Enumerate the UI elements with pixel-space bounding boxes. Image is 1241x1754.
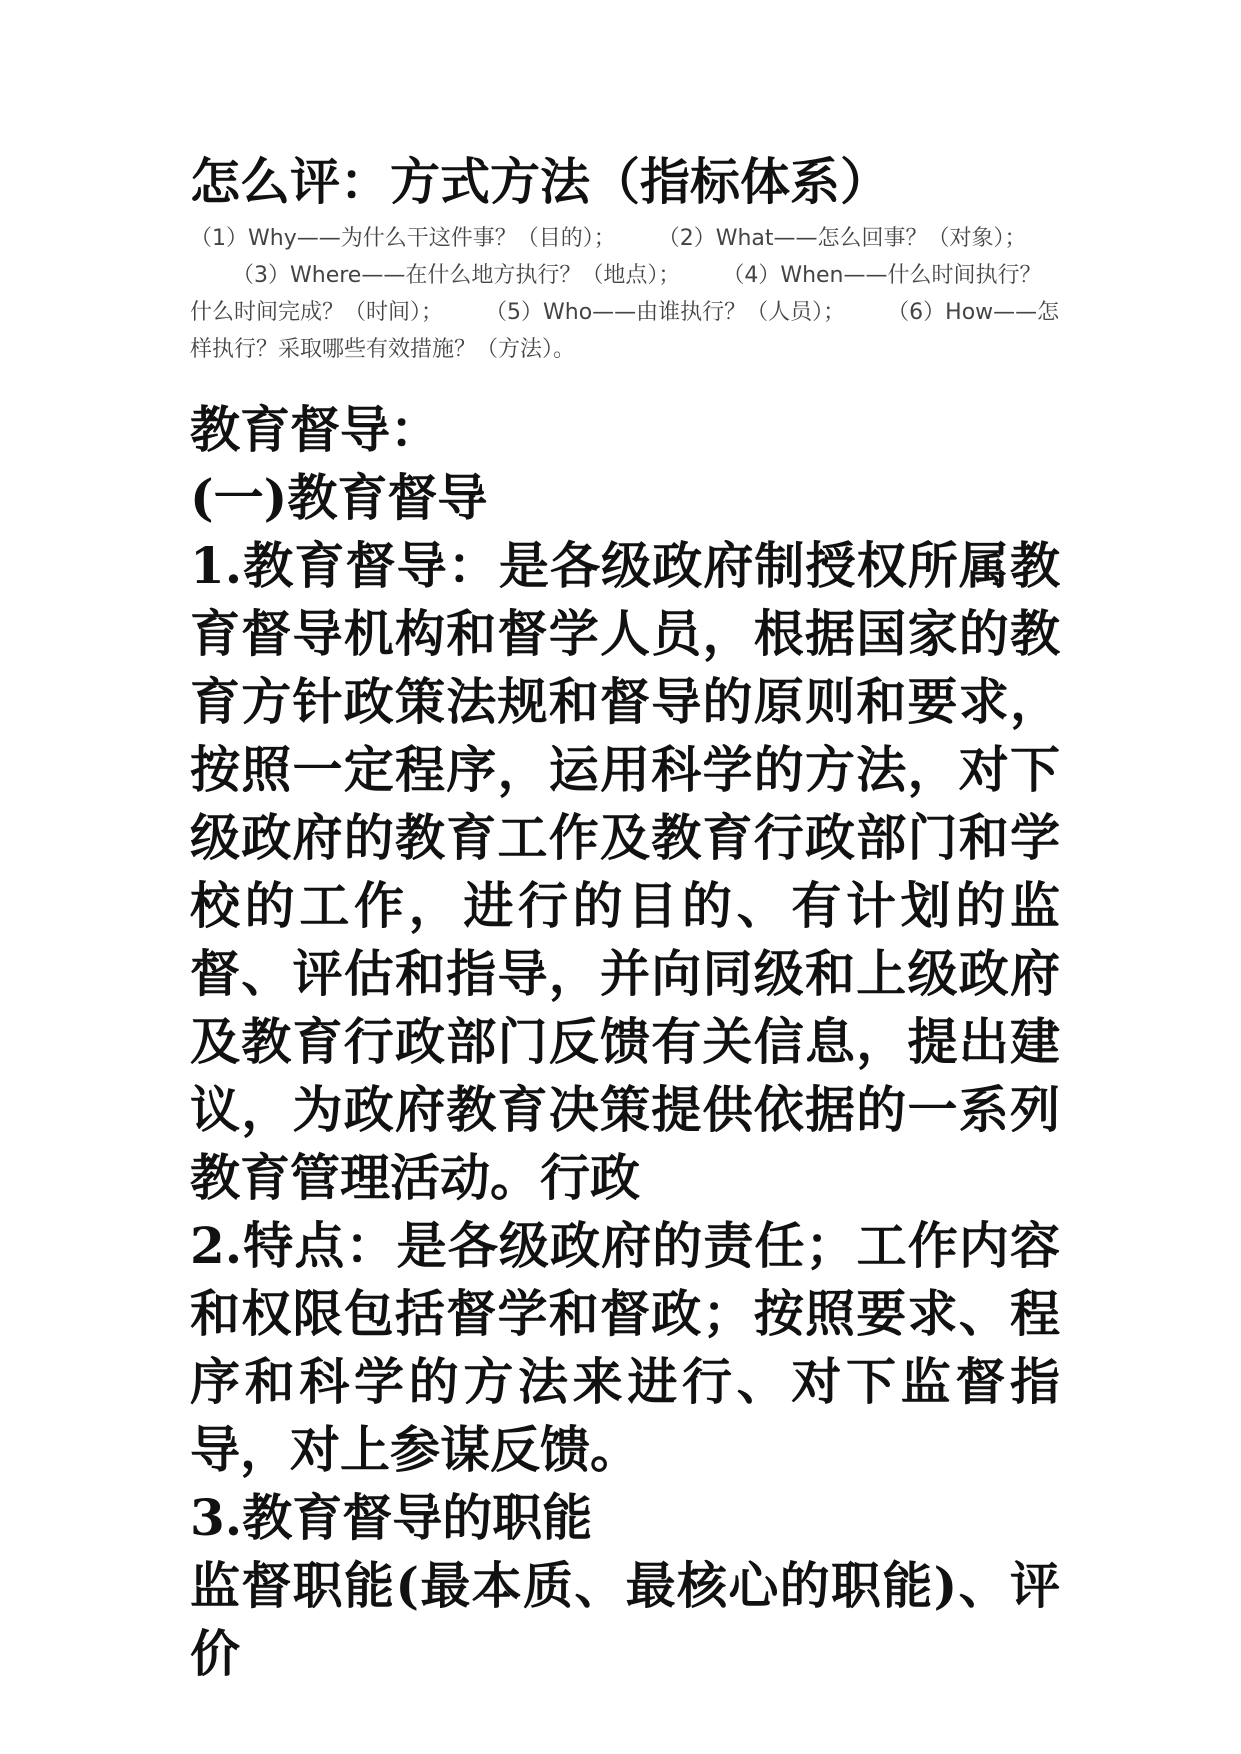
item-features-label: 2.特点： [190,1216,397,1275]
item-definition-text: 是各级政府制授权所属教育督导机构和督学人员，根据国家的教育方针政策法规和督导的原则和要求，按照一定程序，运用科学的方法，对下级政府的教育工作及教育行政部门和学校的工作，进行的目的、有计划的监督、评估和指导，并向同级和上级政府及教育行政部门反馈有关信息，提出建议，为政府教育决策提供依据的一系列教育管理活动。行政 [190,536,1060,1207]
item-definition [190,532,1060,1212]
document-content [190,150,1060,1688]
w-question-where: （3）Where——在什么地方执行？（地点）； [232,263,681,288]
item-features [190,1212,1060,1484]
w-question-when: （4）When——什么时间执行？什么时间完成？（时间）； [190,263,1042,325]
item-definition-label: 1.教育督导： [190,536,499,595]
page-title: 怎么评：方式方法（指标体系） [190,152,890,211]
functions-line: 监督职能(最本质、最核心的职能)、评价 [190,1556,1060,1683]
w-question-what: （2）What——怎么回事？（对象）； [657,226,1027,251]
section-heading: 教育督导： [190,400,440,459]
item-functions [190,1484,1060,1552]
w-questions-paragraph [190,220,1060,368]
item-features-text: 是各级政府的责任；工作内容和权限包括督学和督政；按照要求、程序和科学的方法来进行、对下监督指导，对上参谋反馈。 [190,1216,1061,1479]
w-question-why: （1）Why——为什么干这件事？（目的）； [190,226,616,251]
item-functions-label: 3.教育督导的职能 [190,1488,593,1547]
section-education-supervision [190,396,1060,1688]
w-question-how: （6）How——怎样执行？采取哪些有效措施？（方法）。 [190,300,1060,362]
w-question-who: （5）Who——由谁执行？（人员）； [485,300,846,325]
subsection-heading: (一)教育督导 [190,468,488,527]
